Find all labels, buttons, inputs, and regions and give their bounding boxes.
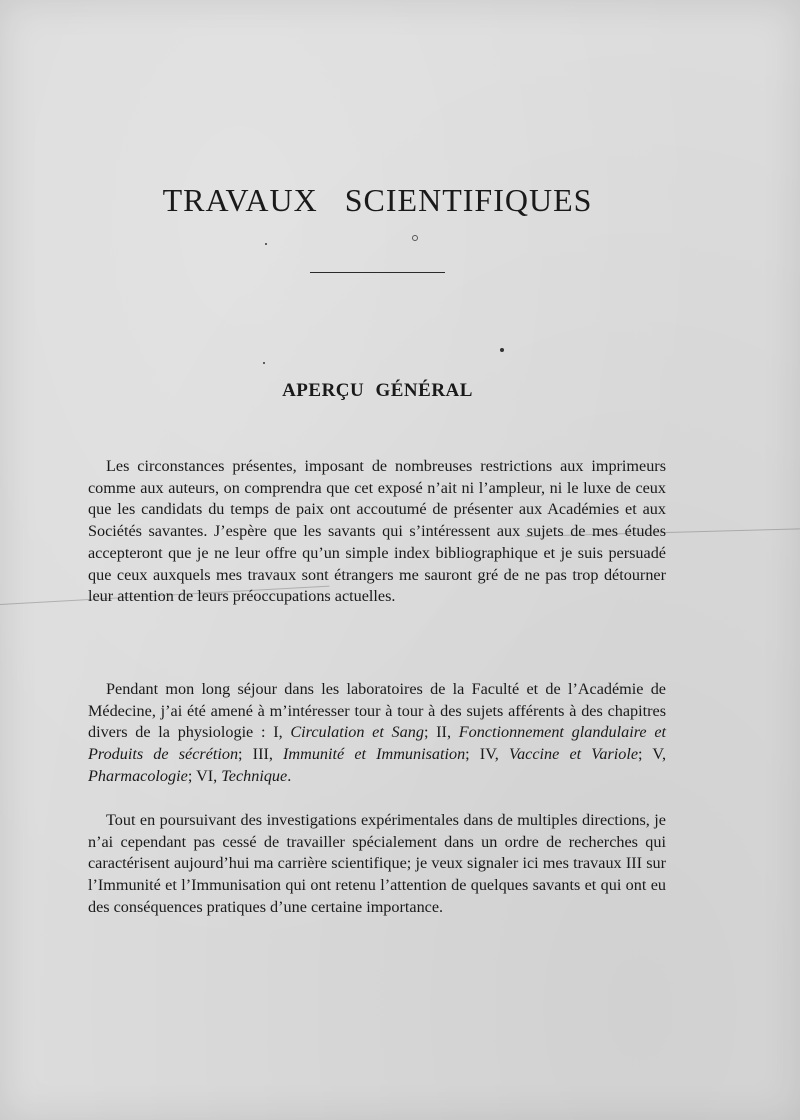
section-heading: APERÇU GÉNÉRAL bbox=[282, 380, 473, 401]
topic-immunity: Immunité et Immunisation bbox=[283, 745, 466, 764]
topic-circulation: Circulation et Sang bbox=[290, 723, 424, 742]
ink-speck bbox=[500, 348, 504, 352]
research-topics-paragraph bbox=[88, 679, 666, 788]
topic-separator: ; III, bbox=[238, 745, 273, 764]
immunity-paragraph: Tout en poursuivant des investigations expérimentales dans de multiples directions, je n’ai cependant pas cessé de travailler spécialement dans un ordre de recherches qui caractérisent aujourd’hui ma carrière scientifique; je veux signaler ici mes travaux III sur l’Immunité et l’Immunisation qui ont retenu l’attention de quelques savants et qui ont eu des conséquences pratiques d’une certaine importance. bbox=[88, 811, 666, 916]
ink-speck bbox=[412, 235, 418, 241]
topic-separator: ; VI, bbox=[187, 766, 218, 785]
page-title: TRAVAUX SCIENTIFIQUES bbox=[162, 182, 593, 218]
topic-technique: Technique bbox=[221, 766, 288, 785]
topic-separator: ; V, bbox=[638, 745, 667, 764]
title-divider bbox=[310, 272, 445, 273]
topic-separator: ; II, bbox=[423, 723, 451, 742]
ink-speck bbox=[263, 362, 265, 364]
topic-glandular: Fonctionnement glandulaire et Produits de sécrétion bbox=[88, 723, 666, 764]
intro-paragraph: Les circonstances présentes, imposant de nombreuses restrictions aux imprimeurs comme aux auteurs, on comprendra que cet exposé n’ait ni l’ampleur, ni le luxe de ceux que les candidats du temps de paix ont accoutumé de présenter aux Académies et aux Sociétés savantes. J’espère que les savants qui s’intéressent aux sujets de mes études accepteront que je ne leur offre qu’un simple index bibliographique et je suis persuadé que ceux auxquels mes travaux sont étrangers me sauront gré de ne pas trop détourner leur attention de leurs préoccupations actuelles. bbox=[88, 457, 666, 606]
ink-speck bbox=[265, 243, 267, 245]
paragraph-end: . bbox=[287, 766, 292, 785]
topic-vaccine: Vaccine et Variole bbox=[508, 745, 639, 764]
paragraph-text: Pendant mon long séjour dans les laboratoires de la Faculté et de l’Académie de Médecine, j’ai été amené à m’intéresser tour à tour à des sujets afférents à des chapitres divers de la physiologie : I, bbox=[88, 680, 666, 742]
topic-separator: ; IV, bbox=[465, 745, 499, 764]
topic-pharmacology: Pharmacologie bbox=[88, 766, 188, 785]
